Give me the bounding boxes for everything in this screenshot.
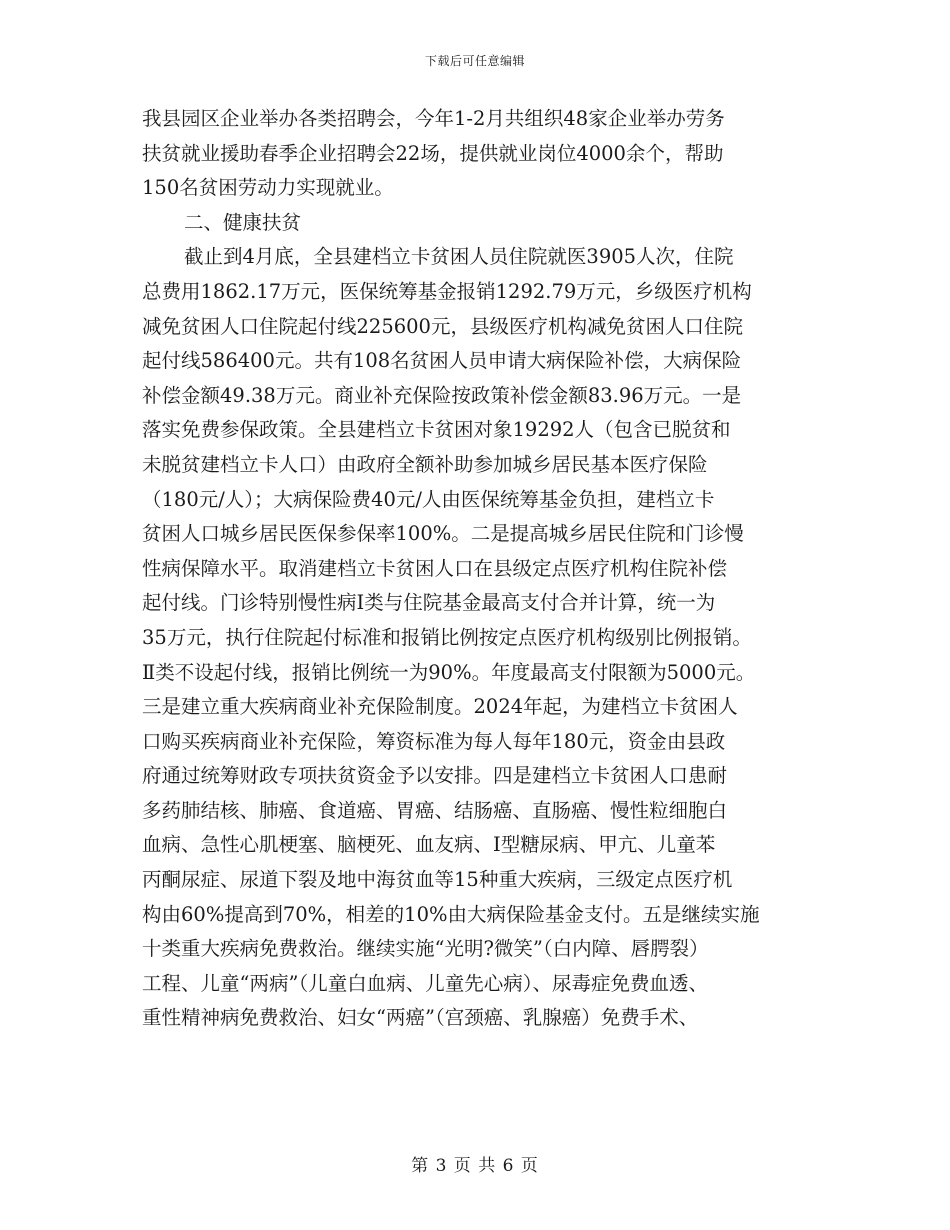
text-line: 性病保障水平。取消建档立卡贫困人口在县级定点医疗机构住院补偿 (142, 556, 728, 580)
text-line: 150名贫困劳动力实现就业。 (142, 176, 394, 200)
text-line: 构由60%提高到70%，相差的10%由大病保险基金支付。五是继续实施 (142, 902, 760, 926)
text-line: 工程、儿童“两病”（儿童白血病、儿童先心病）、尿毒症免费血透、 (142, 971, 708, 995)
page-header: 下载后可任意编辑 (424, 54, 525, 68)
section-heading: 二、健康扶贫 (184, 210, 302, 234)
text-line: 起付线586400元。共有108名贫困人员申请大病保险补偿，大病保险 (142, 349, 742, 373)
text-line: Ⅱ类不设起付线，报销比例统一为90%。年度最高支付限额为5000元。 (142, 660, 756, 684)
text-line: 十类重大疾病免费救治。继续实施“光明?微笑”（白内障、唇腭裂） (142, 937, 709, 961)
text-line: 府通过统筹财政专项扶贫资金予以安排。四是建档立卡贫困人口患耐 (142, 764, 728, 788)
text-line: 三是建立重大疾病商业补充保险制度。2024年起，为建档立卡贫困人 (142, 695, 738, 719)
text-line: 未脱贫建档立卡人口）由政府全额补助参加城乡居民基本医疗保险 (142, 452, 708, 476)
text-line: 丙酮尿症、尿道下裂及地中海贫血等15种重大疾病，三级定点医疗机 (142, 868, 733, 892)
text-line: 贫困人口城乡居民医保参保率100%。二是提高城乡居民住院和门诊慢 (142, 522, 744, 546)
text-line: （180元/人）；大病保险费40元/人由医保统筹基金负担，建档立卡 (142, 487, 715, 511)
text-line: 截止到4月底，全县建档立卡贫困人员住院就医3905人次，住院 (184, 245, 734, 269)
text-line: 重性精神病免费救治、妇女“两癌”（宫颈癌、乳腺癌）免费手术、 (142, 1006, 699, 1030)
text-line: 35万元，执行住院起付标准和报销比例按定点医疗机构级别比例报销。 (142, 625, 752, 649)
text-line: 多药肺结核、肺癌、食道癌、胃癌、结肠癌、直肠癌、慢性粒细胞白 (142, 798, 728, 822)
text-line: 落实免费参保政策。全县建档立卡贫困对象19292人（包含已脱贫和 (142, 418, 731, 442)
text-line: 口购买疾病商业补充保险，筹资标准为每人每年180元，资金由县政 (142, 729, 726, 753)
text-line: 血病、急性心肌梗塞、脑梗死、血友病、Ⅰ型糖尿病、甲亢、儿童苯 (142, 833, 716, 857)
text-line: 总费用1862.17万元，医保统筹基金报销1292.79万元，乡级医疗机构 (142, 279, 752, 303)
text-line: 起付线。门诊特别慢性病Ⅰ类与住院基金最高支付合并计算，统一为 (142, 591, 716, 615)
text-line: 我县园区企业举办各类招聘会，今年1-2月共组织48家企业举办劳务 (142, 107, 725, 130)
text-line: 扶贫就业援助春季企业招聘会22场，提供就业岗位4000余个，帮助 (142, 141, 724, 165)
page-footer: 第 3 页 共 6 页 (411, 1156, 539, 1176)
document-body (142, 102, 814, 1036)
text-line: 补偿金额49.38万元。商业补充保险按政策补偿金额83.96万元。一是 (142, 383, 742, 407)
text-line: 减免贫困人口住院起付线225600元，县级医疗机构减免贫困人口住院 (142, 314, 743, 338)
